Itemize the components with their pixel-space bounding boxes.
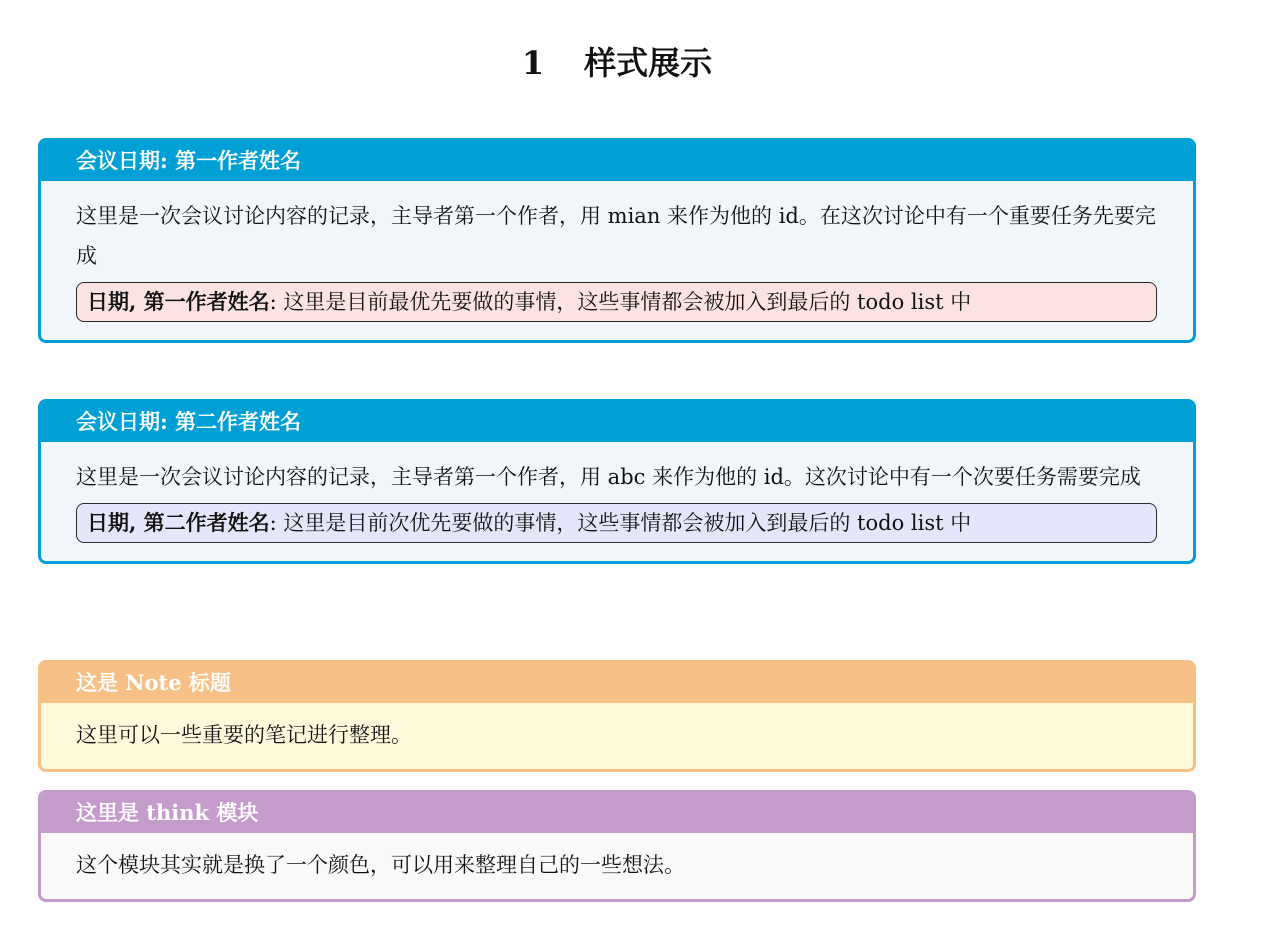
meeting-box-header: 会议日期: 第二作者姓名 — [41, 402, 1193, 442]
section-number: 1 — [521, 44, 545, 82]
think-box — [38, 790, 1196, 902]
note-box — [38, 660, 1196, 772]
section-heading — [0, 38, 1234, 88]
note-box-body: 这里可以一些重要的笔记进行整理。 — [76, 723, 412, 747]
todo-text: : 这里是目前次优先要做的事情，这些事情都会被加入到最后的 todo list 中 — [269, 511, 972, 535]
meeting-box-body — [41, 181, 1193, 340]
todo-text: : 这里是目前最优先要做的事情，这些事情都会被加入到最后的 todo list 中 — [269, 290, 972, 314]
note-box-header: 这是 Note 标题 — [41, 663, 1193, 703]
meeting-box-2 — [38, 399, 1196, 564]
think-box-body: 这个模块其实就是换了一个颜色，可以用来整理自己的一些想法。 — [76, 853, 685, 877]
meeting-notes-text: 这里是一次会议讨论内容的记录，主导者第一个作者，用 abc 来作为他的 id。这次讨论中有一个次要任务需要完成 — [76, 465, 1141, 489]
think-box-header: 这里是 think 模块 — [41, 793, 1193, 833]
meeting-box-header: 会议日期: 第一作者姓名 — [41, 141, 1193, 181]
meeting-box-body — [41, 442, 1193, 561]
todo-label: 日期, 第二作者姓名 — [87, 510, 270, 535]
todo-primary — [76, 282, 1157, 322]
todo-secondary — [76, 503, 1157, 543]
section-title: 样式展示 — [584, 44, 713, 82]
meeting-notes-text: 这里是一次会议讨论内容的记录，主导者第一个作者，用 mian 来作为他的 id。在这次讨论中有一个重要任务先要完成 — [76, 204, 1156, 268]
todo-label: 日期, 第一作者姓名 — [87, 289, 270, 314]
meeting-box-1 — [38, 138, 1196, 343]
